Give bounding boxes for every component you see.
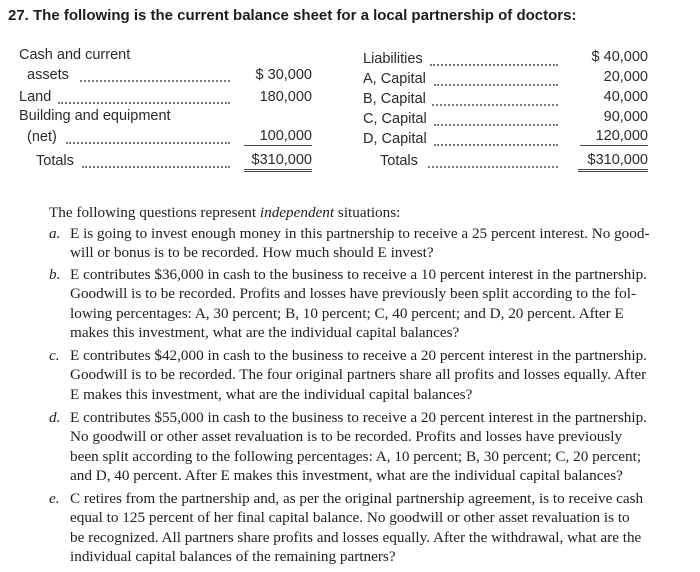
asset-label-cash-line1: Cash and current [19,47,131,63]
dot-leader [66,142,230,144]
asset-value-land: 180,000 [259,89,312,105]
liability-value: $ 40,000 [591,49,648,65]
question-line: and D, 40 percent. After E makes this investment, what are the individual capital balances? [70,467,623,485]
liability-label: Liabilities [363,51,423,67]
intro-prefix: The following questions represent [49,204,257,221]
question-a [0,224,700,264]
dot-leader [434,84,558,86]
intro-emphasis: independent [259,204,335,221]
capital-d-label: D, Capital [363,131,427,147]
capital-d-value: 120,000 [580,129,648,146]
question-line: E contributes $42,000 in cash to the business to receive a 20 percent interest in the partnership. [70,347,647,364]
question-line: been split according to the following percentages: A, 10 percent; B, 30 percent; C, 20 percent; [70,447,642,465]
question-letter: e. [49,490,60,507]
question-line: E contributes $36,000 in cash to the business to receive a 10 percent interest in the partnership. [70,266,647,283]
question-d [0,408,700,488]
capital-b-value: 40,000 [603,89,648,105]
question-line: equal to 125 percent of her final capital balance. No goodwill or other asset revaluation is to [70,509,630,527]
question-line: C retires from the partnership and, as per the original partnership agreement, is to receive cash [70,490,644,507]
question-line: individual capital balances of the remaining partners? [70,548,396,566]
problem-title: 27. The following is the current balance sheet for a local partnership of doctors: [8,7,577,24]
capital-c-value: 90,000 [603,109,648,125]
question-c [0,346,700,406]
dot-leader [432,104,558,106]
dot-leader [428,166,558,168]
question-line: No goodwill or other asset revaluation is to be recorded. Profits and losses have previously [70,428,623,446]
dot-leader [80,80,230,82]
question-letter: d. [49,409,61,426]
question-letter: c. [49,347,60,364]
question-b [0,265,700,345]
asset-label-cash-line2: assets [27,67,69,83]
question-line: lowing percentages: A, 30 percent; B, 10 percent; C, 40 percent; and D, 20 percent. After E [70,304,624,322]
asset-label-building-line2: (net) [27,129,57,145]
questions-intro [49,203,689,222]
question-letter: a. [49,225,61,242]
dot-leader [434,144,558,146]
asset-label-land: Land [19,89,52,105]
capital-b-label: B, Capital [363,91,426,107]
dot-leader [434,124,558,126]
intro-suffix: situations: [337,204,401,221]
asset-label-building-line1: Building and equipment [19,108,171,124]
liabilities-total-value: $310,000 [578,153,648,172]
question-line: be recognized. All partners share profits and losses equally. After the withdrawal, what are the [70,528,642,546]
question-line: Goodwill is to be recorded. The four original partners share all profits and losses equally. After [70,366,647,384]
asset-total-label: Totals [36,153,74,169]
capital-c-label: C, Capital [363,111,427,127]
question-line: E contributes $55,000 in cash to the business to receive a 20 percent interest in the partnership. [70,409,647,426]
capital-a-label: A, Capital [363,71,426,87]
dot-leader [58,102,230,104]
asset-value-cash: $ 30,000 [255,67,312,83]
asset-total-value: $310,000 [244,153,312,172]
question-line: makes this investment, what are the individual capital balances? [70,324,460,342]
question-line: E makes this investment, what are the individual capital balances? [70,385,473,403]
asset-value-building: 100,000 [244,129,312,146]
question-line: E is going to invest enough money in this partnership to receive a 25 percent interest. No good- [70,225,650,242]
capital-a-value: 20,000 [603,69,648,85]
question-e [0,489,700,569]
question-line: will or bonus is to be recorded. How much should E invest? [70,244,434,262]
liabilities-total-label: Totals [380,153,418,169]
question-letter: b. [49,266,61,283]
dot-leader [430,64,558,66]
dot-leader [82,166,230,168]
question-line: Goodwill is to be recorded. Profits and losses have previously been split according to the fol- [70,285,637,303]
